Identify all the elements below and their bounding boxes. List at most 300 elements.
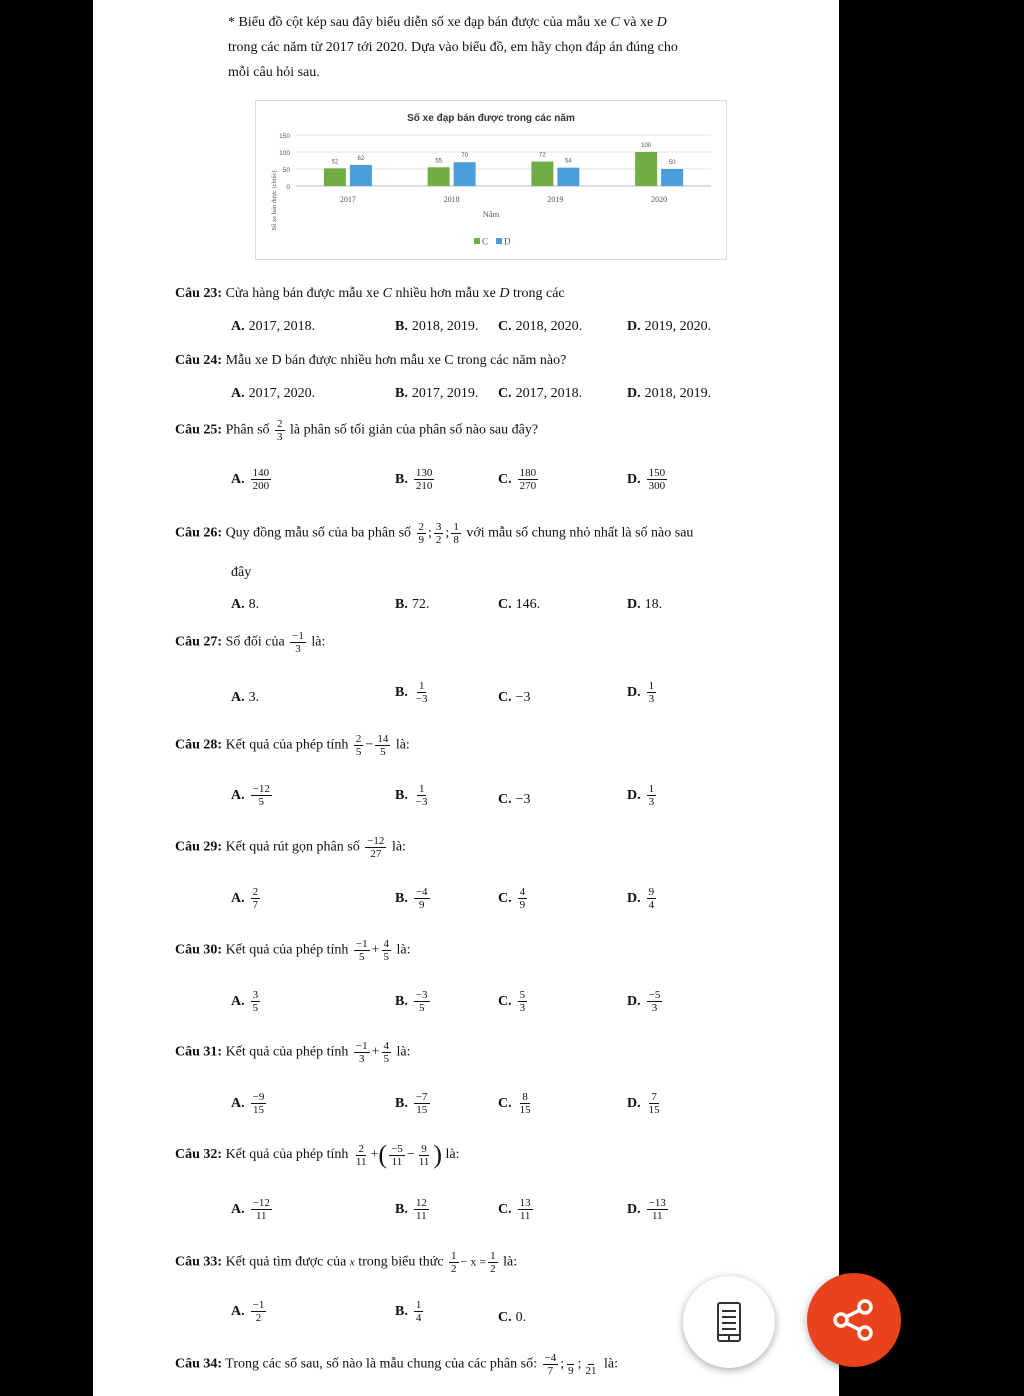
q26-text-b: với mẫu số chung nhỏ nhất là số nào sau xyxy=(462,525,694,541)
q23-c-text: 2018, 2020. xyxy=(515,319,583,334)
bar-chart xyxy=(255,100,727,260)
num: −7 xyxy=(415,1091,428,1103)
letter-d: D. xyxy=(627,890,641,906)
den: 270 xyxy=(519,480,537,492)
question-26: Câu 26: Quy đồng mẫu số của ba phân số $\frac{2}{9}$ ; $\frac{3}{2}$ ; $\frac{1}{8}$ với mẫu số chung nhỏ nhất là số nào sau xyxy=(175,521,694,546)
letter-b: B. xyxy=(395,684,408,700)
q25-option-a[interactable] xyxy=(231,467,273,492)
num: −12 xyxy=(252,1197,270,1209)
letter-a: A. xyxy=(231,386,245,401)
letter-b: B. xyxy=(395,597,408,612)
letter-a: A. xyxy=(231,1303,245,1319)
bar-c-2020 xyxy=(635,152,657,186)
q34-frac-1 xyxy=(543,1352,559,1377)
q34-frac-3 xyxy=(584,1352,599,1377)
q25-option-d[interactable] xyxy=(627,467,669,492)
letter-a: A. xyxy=(231,471,245,487)
num: 2 xyxy=(277,418,283,430)
q27-option-a[interactable] xyxy=(231,690,259,706)
num: 2 xyxy=(418,521,425,533)
den: 3 xyxy=(648,693,655,705)
q31-text-a: Kết quả của phép tính xyxy=(222,1044,352,1060)
q31-frac-1 xyxy=(354,1040,370,1065)
q26-text-c: đây xyxy=(231,565,252,580)
q23-text-c: trong các xyxy=(509,286,565,301)
q31-op: + xyxy=(371,1044,380,1060)
den: 8 xyxy=(453,534,459,546)
q24-a-text: 2017, 2020. xyxy=(248,386,316,401)
q33-frac-1 xyxy=(449,1250,459,1275)
letter-b: B. xyxy=(395,890,408,906)
den: 4 xyxy=(415,1312,422,1324)
num: 4 xyxy=(383,1040,390,1052)
q27-text-b: là: xyxy=(307,634,326,650)
letter-c: C. xyxy=(498,319,512,334)
den: 11 xyxy=(519,1210,531,1222)
den: 3 xyxy=(648,796,655,808)
q27-c-text: −3 xyxy=(515,690,531,705)
q28-b-frac xyxy=(414,783,430,808)
q33-c-text: 0. xyxy=(515,1310,527,1325)
num: −9 xyxy=(252,1091,265,1103)
q29-fraction xyxy=(365,835,386,860)
q31-option-a[interactable] xyxy=(231,1091,268,1116)
q26-option-c[interactable] xyxy=(498,597,540,613)
document-menu-button[interactable] xyxy=(683,1276,775,1368)
bar-c-2019 xyxy=(531,162,553,186)
num: 2 xyxy=(358,1142,364,1155)
data-label: 55 xyxy=(435,158,442,165)
legend-label-c: C xyxy=(482,236,489,247)
q26-option-d[interactable] xyxy=(627,597,662,613)
q33-option-c[interactable] xyxy=(498,1310,526,1326)
q24-c-text: 2017, 2018. xyxy=(515,386,583,401)
den: 11 xyxy=(355,1155,367,1168)
q29-b-frac xyxy=(414,886,430,911)
den: 9 xyxy=(568,1365,574,1377)
q26-option-b[interactable] xyxy=(395,597,429,613)
q28-op: − xyxy=(365,737,374,753)
letter-d: D. xyxy=(627,684,641,700)
open-paren: ( xyxy=(378,1140,388,1169)
chart-title: Số xe đạp bán được trong các năm xyxy=(407,113,575,124)
q24-option-d[interactable] xyxy=(627,386,711,402)
q28-option-d[interactable] xyxy=(627,783,658,808)
q24-option-b[interactable] xyxy=(395,386,478,402)
q31-option-d[interactable] xyxy=(627,1091,664,1116)
letter-c: C. xyxy=(498,386,512,401)
q29-option-b[interactable] xyxy=(395,886,432,911)
den: 2 xyxy=(435,534,442,546)
num: 9 xyxy=(421,1142,427,1155)
q29-option-a[interactable] xyxy=(231,886,262,911)
legend-label-d: D xyxy=(504,236,511,247)
q23-a-text: 2017, 2018. xyxy=(248,319,316,334)
letter-a: A. xyxy=(231,597,245,612)
q24-option-a[interactable] xyxy=(231,386,315,402)
num: 4 xyxy=(519,886,526,898)
bar-d-2020 xyxy=(661,169,683,186)
q30-op: + xyxy=(371,942,380,958)
den: 3 xyxy=(651,1002,658,1014)
num: 1 xyxy=(418,680,425,692)
letter-d: D. xyxy=(627,319,641,334)
den: 11 xyxy=(651,1210,663,1222)
data-label: 72 xyxy=(539,152,546,159)
num: −5 xyxy=(648,989,661,1001)
q32-frac-3 xyxy=(417,1143,432,1168)
q32-option-b[interactable] xyxy=(395,1197,431,1222)
num: −1 xyxy=(292,630,304,642)
num: −1 xyxy=(355,938,368,950)
num: 1 xyxy=(490,1250,496,1262)
y-tick-label: 0 xyxy=(286,184,290,191)
den: −3 xyxy=(415,693,428,705)
q34-frac-2 xyxy=(566,1352,576,1377)
q33-mid: − x = xyxy=(460,1254,487,1269)
num: 180 xyxy=(519,467,537,479)
bar-c-2018 xyxy=(428,167,450,186)
question-29 xyxy=(175,835,406,860)
var-d: D xyxy=(656,15,667,30)
letter-c: C. xyxy=(498,1201,512,1217)
y-tick-label: 150 xyxy=(279,133,290,140)
q27-fraction xyxy=(290,630,306,655)
den: 7 xyxy=(547,1365,554,1377)
letter-c: C. xyxy=(498,792,512,807)
q30-option-a[interactable] xyxy=(231,989,262,1014)
den: 2 xyxy=(255,1312,262,1324)
den: 5 xyxy=(418,1002,425,1014)
den: 15 xyxy=(519,1104,531,1116)
q30-d-frac xyxy=(647,989,663,1014)
letter-b: B. xyxy=(395,386,408,401)
q31-a-frac xyxy=(251,1091,267,1116)
q25-d-frac xyxy=(647,467,668,492)
q31-c-frac xyxy=(518,1091,533,1116)
num: −12 xyxy=(367,835,385,847)
den: 300 xyxy=(648,480,666,492)
num: −13 xyxy=(648,1197,666,1209)
q29-text-a: Kết quả rút gọn phân số xyxy=(222,839,364,855)
den: 210 xyxy=(415,480,433,492)
letter-c: C. xyxy=(498,471,512,487)
letter-b: B. xyxy=(395,1095,408,1111)
q24-label: Câu 24: xyxy=(175,353,223,368)
bar-c-2017 xyxy=(324,168,346,186)
q28-option-a[interactable] xyxy=(231,783,274,808)
q29-option-c[interactable] xyxy=(498,886,529,911)
q32-op-1: + xyxy=(370,1147,379,1163)
q30-label: Câu 30: xyxy=(175,942,223,958)
bar-d-2017 xyxy=(350,165,372,186)
q27-label: Câu 27: xyxy=(175,634,223,650)
q30-c-frac xyxy=(518,989,528,1014)
q23-option-c[interactable] xyxy=(498,319,582,335)
q23-text-a: Cửa hàng bán được mẫu xe xyxy=(222,286,383,301)
question-34: Câu 34: Trong các số sau, số nào là mẫu chung của các phân số: $\frac{-4}{7}$ ; 9 ; 21 là: xyxy=(175,1352,618,1377)
q24-b-text: 2017, 2019. xyxy=(411,386,479,401)
num: 3 xyxy=(435,521,442,533)
num: −1 xyxy=(355,1040,368,1052)
den: 200 xyxy=(252,480,270,492)
letter-d: D. xyxy=(627,993,641,1009)
letter-a: A. xyxy=(231,319,245,334)
q28-text-b: là: xyxy=(392,737,410,753)
q28-option-b[interactable] xyxy=(395,783,432,808)
q34-text-a: Trong các số sau, số nào là mẫu chung của các phân số: xyxy=(222,1356,541,1372)
q25-option-b[interactable] xyxy=(395,467,436,492)
den: 15 xyxy=(648,1104,660,1116)
legend-swatch-d xyxy=(496,238,502,244)
den: 3 xyxy=(295,643,301,655)
share-icon xyxy=(832,1298,876,1342)
bar-d-2018 xyxy=(454,162,476,186)
q27-option-b[interactable] xyxy=(395,680,432,705)
question-31 xyxy=(175,1040,411,1065)
question-24 xyxy=(175,353,566,369)
q32-a-frac xyxy=(251,1197,272,1222)
q33-option-a[interactable] xyxy=(231,1299,268,1324)
q33-option-b[interactable] xyxy=(395,1299,425,1324)
letter-d: D. xyxy=(627,597,641,612)
num: 150 xyxy=(648,467,666,479)
x-tick-label: 2018 xyxy=(443,195,460,204)
num: −3 xyxy=(415,989,428,1001)
data-label: 50 xyxy=(668,160,676,166)
q25-option-c[interactable] xyxy=(498,467,540,492)
q32-text-b: là: xyxy=(441,1147,460,1163)
den: 9 xyxy=(418,534,425,546)
intro-paragraph xyxy=(228,10,748,85)
q23-b-text: 2018, 2019. xyxy=(411,319,479,334)
den: 15 xyxy=(416,1104,428,1116)
q26-frac-1 xyxy=(417,521,427,546)
question-33 xyxy=(175,1250,517,1275)
q32-label: Câu 32: xyxy=(175,1147,223,1163)
den: 7 xyxy=(252,899,259,911)
den: 5 xyxy=(383,951,390,963)
num: 13 xyxy=(519,1197,531,1209)
q34-label: Câu 34: xyxy=(175,1356,223,1372)
den: 2 xyxy=(490,1263,496,1275)
q30-text-a: Kết quả của phép tính xyxy=(222,942,352,958)
den: 3 xyxy=(359,1053,365,1065)
q26-frac-2 xyxy=(434,521,444,546)
q29-d-frac xyxy=(647,886,657,911)
q29-option-d[interactable] xyxy=(627,886,658,911)
num: −4 xyxy=(544,1352,557,1364)
q31-text-b: là: xyxy=(393,1044,411,1060)
num: 14 xyxy=(377,733,389,745)
q33-text-c: là: xyxy=(499,1254,518,1270)
num xyxy=(588,1352,595,1365)
num: 1 xyxy=(453,521,459,533)
letter-d: D. xyxy=(627,1095,641,1111)
q29-label: Câu 29: xyxy=(175,839,223,855)
q25-c-frac xyxy=(518,467,539,492)
letter-a: A. xyxy=(231,890,245,906)
q28-option-c[interactable] xyxy=(498,792,531,808)
data-label: 52 xyxy=(331,159,339,166)
q25-fraction xyxy=(275,418,285,443)
den: 5 xyxy=(355,746,362,758)
q29-text-b: là: xyxy=(388,839,406,855)
num: −5 xyxy=(391,1142,403,1155)
question-23 xyxy=(175,286,565,302)
den: 5 xyxy=(258,796,264,808)
bar-d-2019 xyxy=(557,168,579,186)
y-tick-label: 100 xyxy=(279,150,290,157)
q33-text-a: Kết quả tìm được của xyxy=(222,1254,350,1270)
data-label: 100 xyxy=(641,143,652,149)
den: 5 xyxy=(380,746,386,758)
letter-d: D. xyxy=(627,1201,641,1217)
letter-a: A. xyxy=(231,787,245,803)
q27-option-c[interactable] xyxy=(498,690,531,706)
q30-option-d[interactable] xyxy=(627,989,664,1014)
legend-swatch-c xyxy=(474,238,480,244)
q25-label: Câu 25: xyxy=(175,422,223,438)
intro-and: và xe xyxy=(619,15,657,30)
q32-option-c[interactable] xyxy=(498,1197,535,1222)
num: 4 xyxy=(383,938,390,950)
letter-a: A. xyxy=(231,993,245,1009)
q31-label: Câu 31: xyxy=(175,1044,223,1060)
q27-a-text: 3. xyxy=(248,690,260,705)
q31-d-frac xyxy=(647,1091,662,1116)
den: 2 xyxy=(451,1263,457,1275)
den: 11 xyxy=(416,1210,427,1222)
q24-text: Mẫu xe D bán được nhiều hơn mẫu xe C trong các năm nào? xyxy=(222,353,567,368)
x-tick-label: 2019 xyxy=(547,195,564,204)
letter-a: A. xyxy=(231,1095,245,1111)
q27-d-frac xyxy=(647,680,657,705)
den: 4 xyxy=(648,899,655,911)
q30-option-c[interactable] xyxy=(498,989,529,1014)
den: 21 xyxy=(585,1365,597,1377)
den: 15 xyxy=(252,1104,264,1116)
num: 1 xyxy=(451,1250,457,1262)
num: 140 xyxy=(252,467,270,479)
num: 8 xyxy=(522,1091,528,1103)
share-button[interactable] xyxy=(807,1273,901,1367)
q26-option-a[interactable] xyxy=(231,597,259,613)
q32-c-frac xyxy=(518,1197,533,1222)
den: 5 xyxy=(359,951,365,963)
q26-a-text: 8. xyxy=(248,597,260,612)
den: 5 xyxy=(383,1053,390,1065)
den: 11 xyxy=(391,1155,403,1168)
num: 2 xyxy=(355,733,362,745)
letter-b: B. xyxy=(395,787,408,803)
q32-option-d[interactable] xyxy=(627,1197,670,1222)
data-label: 54 xyxy=(565,158,572,165)
den: 11 xyxy=(255,1210,267,1222)
document-list-icon xyxy=(717,1302,741,1342)
q33-a-frac xyxy=(251,1299,267,1324)
letter-a: A. xyxy=(231,1201,245,1217)
q27-option-d[interactable] xyxy=(627,680,658,705)
letter-d: D. xyxy=(627,787,641,803)
letter-b: B. xyxy=(395,1303,408,1319)
letter-d: D. xyxy=(627,386,641,401)
intro-line-3: mỗi câu hỏi sau. xyxy=(228,65,320,80)
q23-option-d[interactable] xyxy=(627,319,711,335)
q31-option-b[interactable] xyxy=(395,1091,432,1116)
question-28 xyxy=(175,733,410,758)
q23-option-b[interactable] xyxy=(395,319,478,335)
q33-var-x: x xyxy=(349,1256,355,1269)
num: −12 xyxy=(252,783,270,795)
num: 9 xyxy=(648,886,655,898)
q30-a-frac xyxy=(251,989,261,1014)
num: −4 xyxy=(415,886,428,898)
num: 5 xyxy=(519,989,526,1001)
question-30 xyxy=(175,938,411,963)
q31-b-frac xyxy=(414,1091,430,1116)
q33-b-frac xyxy=(414,1299,424,1324)
num: 3 xyxy=(252,989,259,1001)
q29-a-frac xyxy=(251,886,261,911)
num: 130 xyxy=(415,467,433,479)
q32-op-2: − xyxy=(406,1147,415,1163)
q30-option-b[interactable] xyxy=(395,989,432,1014)
num: −1 xyxy=(252,1299,265,1311)
q28-label: Câu 28: xyxy=(175,737,223,753)
q25-text-a: Phân số xyxy=(222,422,274,438)
q28-frac-1 xyxy=(354,733,364,758)
num: 12 xyxy=(415,1197,427,1209)
letter-c: C. xyxy=(498,993,512,1009)
q26-d-text: 18. xyxy=(644,597,663,612)
q32-b-frac xyxy=(414,1197,429,1222)
question-25 xyxy=(175,418,538,443)
num: 1 xyxy=(415,1299,422,1311)
num: 1 xyxy=(648,680,655,692)
letter-b: B. xyxy=(395,1201,408,1217)
q28-c-text: −3 xyxy=(515,792,531,807)
num: 7 xyxy=(651,1091,657,1103)
intro-line-2: trong các năm từ 2017 tới 2020. Dựa vào biểu đồ, em hãy chọn đáp án đúng cho xyxy=(228,40,678,55)
q30-text-b: là: xyxy=(393,942,411,958)
q23-option-a[interactable] xyxy=(231,319,315,335)
letter-d: D. xyxy=(627,471,641,487)
intro-line-1: * Biểu đồ cột kép sau đây biểu diễn số xe đạp bán được của mẫu xe xyxy=(228,15,611,30)
q26-line-2 xyxy=(231,565,251,581)
q32-option-a[interactable] xyxy=(231,1197,274,1222)
q24-option-c[interactable] xyxy=(498,386,582,402)
num: 2 xyxy=(252,886,259,898)
den: 5 xyxy=(252,1002,259,1014)
q23-var-d: D xyxy=(499,286,510,301)
q23-var-c: C xyxy=(382,286,392,301)
q26-text-a: Quy đồng mẫu số của ba phân số xyxy=(222,525,415,541)
q28-text-a: Kết quả của phép tính xyxy=(222,737,352,753)
q23-d-text: 2019, 2020. xyxy=(644,319,712,334)
q33-label: Câu 33: xyxy=(175,1254,223,1270)
q30-frac-1 xyxy=(354,938,370,963)
q33-frac-2 xyxy=(488,1250,498,1275)
question-32 xyxy=(175,1142,459,1168)
den: 9 xyxy=(418,899,425,911)
q27-b-frac xyxy=(414,680,430,705)
q31-option-c[interactable] xyxy=(498,1091,535,1116)
y-axis-label: Số xe bán được (chiếc) xyxy=(271,170,278,231)
q26-c-text: 146. xyxy=(515,597,541,612)
bar-chart-svg xyxy=(256,101,726,259)
num: 1 xyxy=(418,783,425,795)
